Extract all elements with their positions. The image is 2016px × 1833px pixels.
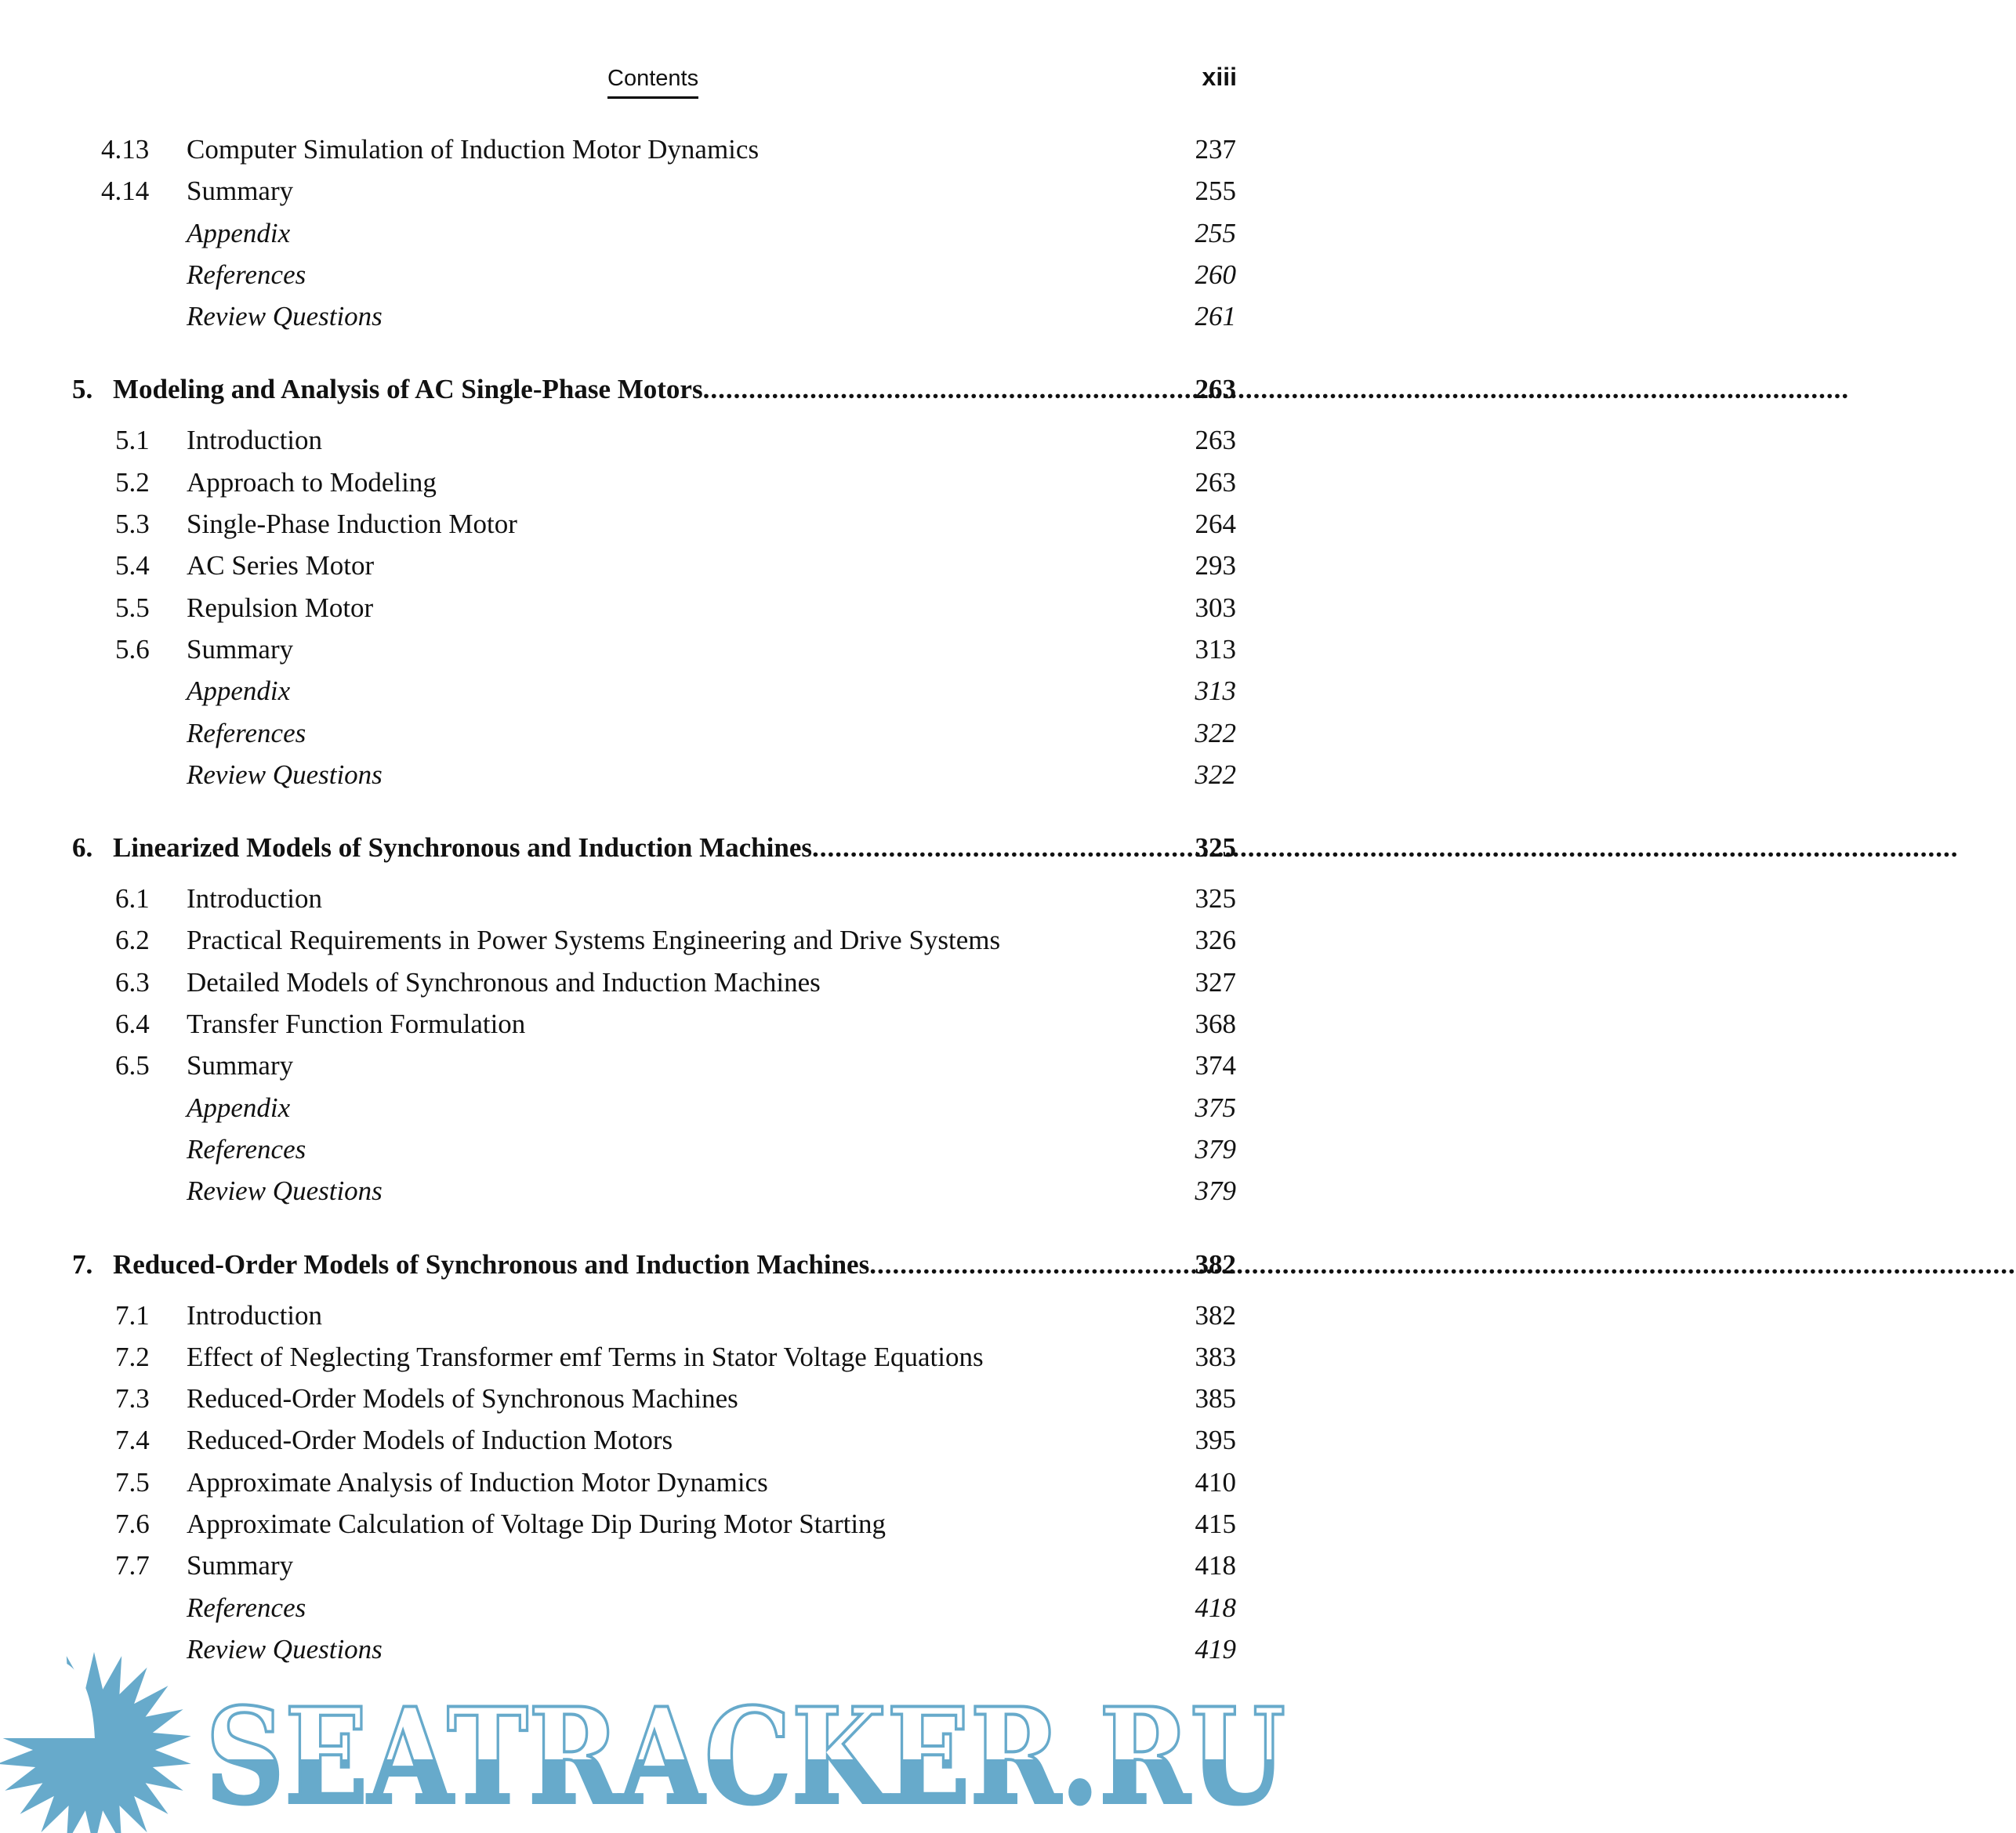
section-number: 6.5 (115, 1050, 150, 1081)
section-page: 263 (1195, 425, 1236, 456)
section-page: 418 (1195, 1592, 1236, 1623)
section-title: References (187, 1592, 306, 1623)
toc-entry (0, 1462, 1296, 1503)
section-title: AC Series Motor (187, 550, 375, 581)
toc-entry (0, 919, 1296, 961)
section-page: 395 (1195, 1425, 1236, 1456)
section-page: 419 (1195, 1633, 1236, 1665)
dot-leader (812, 827, 1192, 868)
toc-entry (0, 295, 1296, 337)
toc-entry (0, 254, 1296, 295)
section-number: 4.13 (101, 134, 150, 165)
section-number: 5.2 (115, 466, 150, 498)
section-page: 383 (1195, 1341, 1236, 1372)
section-number: 5.4 (115, 550, 150, 581)
section-title: Single-Phase Induction Motor (187, 509, 517, 540)
chapter-number: 7. (72, 1248, 93, 1280)
section-title: References (187, 717, 306, 748)
section-page: 382 (1195, 1299, 1236, 1331)
section-title: Appendix (187, 676, 291, 707)
chapter-page: 263 (1195, 374, 1236, 405)
section-page: 415 (1195, 1509, 1236, 1540)
section-page: 325 (1195, 883, 1236, 915)
section-title: Reduced-Order Models of Induction Motors (187, 1425, 673, 1456)
chapter-page: 325 (1195, 832, 1236, 864)
toc-entry (0, 754, 1296, 795)
chapter-heading (0, 1244, 1296, 1285)
toc-entry (0, 545, 1296, 586)
section-title: Practical Requirements in Power Systems Engineering and Drive Systems (187, 925, 1001, 956)
section-page: 261 (1195, 301, 1236, 332)
section-page: 418 (1195, 1550, 1236, 1581)
toc-entry (0, 1545, 1296, 1586)
section-number: 5.6 (115, 633, 150, 665)
section-page: 368 (1195, 1009, 1236, 1040)
section-title: Review Questions (187, 301, 383, 332)
toc-entry (0, 419, 1296, 461)
section-title: Introduction (187, 1299, 323, 1331)
section-title: Approximate Analysis of Induction Motor Dynamics (187, 1466, 768, 1498)
toc-entry (0, 1128, 1296, 1170)
section-title: Review Questions (187, 759, 383, 790)
section-number: 6.4 (115, 1009, 150, 1040)
section-number: 6.1 (115, 883, 150, 915)
section-title: References (187, 259, 306, 290)
toc-entry (0, 1587, 1296, 1628)
section-title: Summary (187, 176, 294, 207)
section-number: 4.14 (101, 176, 150, 207)
chapter-number: 5. (72, 374, 93, 405)
section-title: Appendix (187, 217, 291, 248)
chapter-heading (0, 368, 1296, 410)
section-page: 385 (1195, 1383, 1236, 1415)
section-title: Review Questions (187, 1633, 383, 1665)
section-page: 255 (1195, 217, 1236, 248)
toc-entry (0, 629, 1296, 670)
section-number: 6.2 (115, 925, 150, 956)
section-number: 7.6 (115, 1509, 150, 1540)
section-page: 322 (1195, 759, 1236, 790)
section-page: 379 (1195, 1176, 1236, 1207)
section-page: 237 (1195, 134, 1236, 165)
chapter-title: Linearized Models of Synchronous and Induction Machines (113, 832, 812, 864)
toc-entry (0, 1003, 1296, 1045)
section-number: 7.4 (115, 1425, 150, 1456)
section-page: 322 (1195, 717, 1236, 748)
section-title: Summary (187, 633, 294, 665)
section-number: 7.1 (115, 1299, 150, 1331)
section-title: Repulsion Motor (187, 592, 374, 623)
section-title: Summary (187, 1550, 294, 1581)
section-title: Summary (187, 1050, 294, 1081)
toc-entry (0, 587, 1296, 629)
section-number: 5.1 (115, 425, 150, 456)
section-title: Computer Simulation of Induction Motor Dynamics (187, 134, 760, 165)
chapter-title: Modeling and Analysis of AC Single-Phase Motors (113, 374, 703, 405)
section-page: 263 (1195, 466, 1236, 498)
section-page: 313 (1195, 633, 1236, 665)
section-number: 7.7 (115, 1550, 150, 1581)
section-number: 7.5 (115, 1466, 150, 1498)
section-title: Appendix (187, 1092, 291, 1123)
page-number: xiii (1202, 63, 1237, 91)
table-of-contents (0, 129, 1296, 1670)
section-page: 326 (1195, 925, 1236, 956)
section-title: Review Questions (187, 1176, 383, 1207)
toc-entry (0, 1295, 1296, 1336)
toc-entry (0, 129, 1296, 170)
section-title: Effect of Neglecting Transformer emf Terms in Stator Voltage Equations (187, 1341, 984, 1372)
section-page: 327 (1195, 966, 1236, 998)
section-title: Introduction (187, 883, 323, 915)
toc-entry (0, 1419, 1296, 1461)
section-title: Detailed Models of Synchronous and Induction Machines (187, 966, 821, 998)
section-title: Approximate Calculation of Voltage Dip During Motor Starting (187, 1509, 887, 1540)
toc-entry (0, 462, 1296, 503)
section-title: Introduction (187, 425, 323, 456)
toc-entry (0, 1045, 1296, 1086)
section-number: 5.5 (115, 592, 150, 623)
toc-entry (0, 212, 1296, 254)
toc-entry (0, 1503, 1296, 1545)
toc-entry (0, 503, 1296, 545)
toc-entry (0, 670, 1296, 712)
toc-entry (0, 1378, 1296, 1419)
section-page: 313 (1195, 676, 1236, 707)
section-page: 379 (1195, 1133, 1236, 1165)
running-header-title: Contents (607, 66, 698, 99)
dot-leader (703, 368, 1192, 410)
section-page: 260 (1195, 259, 1236, 290)
toc-entry (0, 170, 1296, 212)
section-page: 410 (1195, 1466, 1236, 1498)
toc-entry (0, 1170, 1296, 1212)
section-title: Reduced-Order Models of Synchronous Machines (187, 1383, 738, 1415)
chapter-page: 382 (1195, 1248, 1236, 1280)
section-page: 303 (1195, 592, 1236, 623)
section-title: References (187, 1133, 306, 1165)
section-title: Transfer Function Formulation (187, 1009, 526, 1040)
chapter-title: Reduced-Order Models of Synchronous and Induction Machines (113, 1248, 870, 1280)
toc-entry (0, 712, 1296, 754)
chapter-number: 6. (72, 832, 93, 864)
toc-entry (0, 878, 1296, 919)
toc-entry (0, 1336, 1296, 1378)
section-title: Approach to Modeling (187, 466, 437, 498)
watermark-text: SEATRACKER.RU (205, 1679, 1285, 1833)
section-number: 5.3 (115, 509, 150, 540)
section-number: 7.3 (115, 1383, 150, 1415)
chapter-heading (0, 827, 1296, 868)
section-page: 375 (1195, 1092, 1236, 1123)
section-page: 293 (1195, 550, 1236, 581)
section-page: 374 (1195, 1050, 1236, 1081)
sun-icon (0, 1652, 191, 1833)
section-number: 7.2 (115, 1341, 150, 1372)
section-page: 264 (1195, 509, 1236, 540)
section-number: 6.3 (115, 966, 150, 998)
dot-leader (869, 1244, 1191, 1285)
watermark-logo (0, 1646, 1296, 1833)
toc-entry (0, 1087, 1296, 1128)
section-page: 255 (1195, 176, 1236, 207)
toc-entry (0, 962, 1296, 1003)
